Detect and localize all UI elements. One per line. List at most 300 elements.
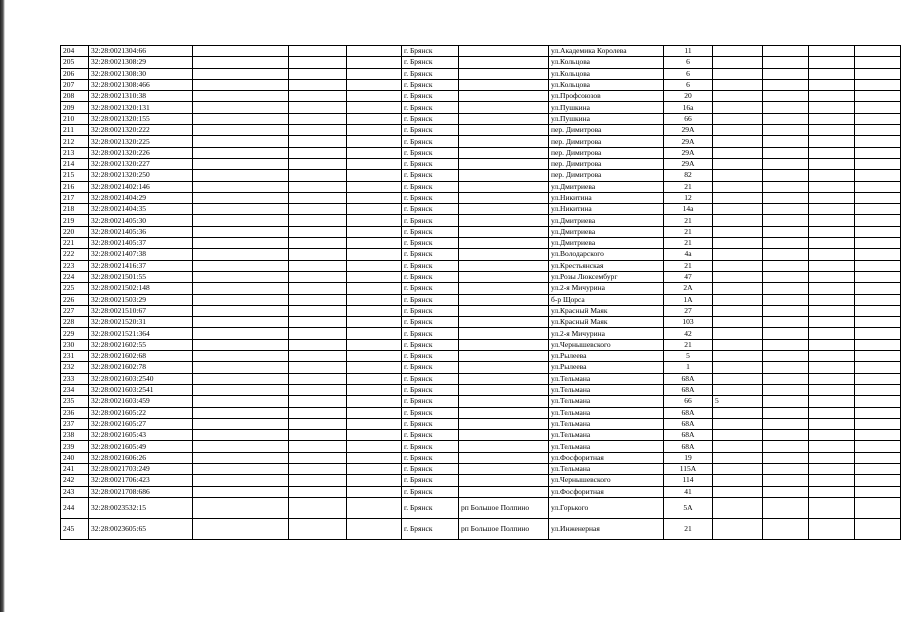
street-cell: ул.Володарского xyxy=(549,249,664,260)
column-11-cell xyxy=(763,125,809,136)
column-3-cell xyxy=(193,475,289,486)
settlement-cell xyxy=(459,158,549,169)
house-number-cell: 19 xyxy=(664,452,713,463)
column-12-cell xyxy=(809,91,855,102)
column-5-cell xyxy=(347,373,402,384)
row-number-cell: 221 xyxy=(61,238,89,249)
house-number-cell: 5А xyxy=(664,497,713,518)
column-13-cell xyxy=(855,384,901,395)
note-cell xyxy=(713,158,763,169)
row-number-cell: 224 xyxy=(61,271,89,282)
table-row xyxy=(61,463,901,474)
house-number-cell: 14а xyxy=(664,204,713,215)
cadastral-number-cell: 32:28:0021502:148 xyxy=(89,283,193,294)
column-4-cell xyxy=(289,192,347,203)
cadastral-number-cell: 32:28:0021521:364 xyxy=(89,328,193,339)
column-3-cell xyxy=(193,407,289,418)
column-4-cell xyxy=(289,113,347,124)
settlement-cell xyxy=(459,486,549,497)
column-4-cell xyxy=(289,46,347,57)
settlement-cell xyxy=(459,102,549,113)
table-row xyxy=(61,260,901,271)
settlement-cell xyxy=(459,91,549,102)
cadastral-number-cell: 32:28:0021706:423 xyxy=(89,475,193,486)
house-number-cell: 6 xyxy=(664,79,713,90)
column-11-cell xyxy=(763,215,809,226)
row-number-cell: 215 xyxy=(61,170,89,181)
note-cell xyxy=(713,125,763,136)
table-row xyxy=(61,147,901,158)
column-12-cell xyxy=(809,497,855,518)
note-cell: 5 xyxy=(713,396,763,407)
settlement-cell xyxy=(459,271,549,282)
column-11-cell xyxy=(763,396,809,407)
city-cell: г. Брянск xyxy=(402,362,459,373)
column-5-cell xyxy=(347,452,402,463)
column-4-cell xyxy=(289,260,347,271)
column-13-cell xyxy=(855,430,901,441)
street-cell: ул.Дмитриева xyxy=(549,215,664,226)
column-5-cell xyxy=(347,113,402,124)
row-number-cell: 214 xyxy=(61,158,89,169)
city-cell: г. Брянск xyxy=(402,441,459,452)
column-13-cell xyxy=(855,192,901,203)
note-cell xyxy=(713,136,763,147)
column-11-cell xyxy=(763,463,809,474)
column-11-cell xyxy=(763,475,809,486)
settlement-cell xyxy=(459,192,549,203)
column-13-cell xyxy=(855,181,901,192)
note-cell xyxy=(713,147,763,158)
city-cell: г. Брянск xyxy=(402,351,459,362)
city-cell: г. Брянск xyxy=(402,518,459,539)
house-number-cell: 68А xyxy=(664,441,713,452)
city-cell: г. Брянск xyxy=(402,396,459,407)
note-cell xyxy=(713,373,763,384)
column-3-cell xyxy=(193,452,289,463)
street-cell: ул.Тельмана xyxy=(549,396,664,407)
column-4-cell xyxy=(289,147,347,158)
house-number-cell: 21 xyxy=(664,260,713,271)
column-12-cell xyxy=(809,452,855,463)
cadastral-number-cell: 32:28:0021320:250 xyxy=(89,170,193,181)
city-cell: г. Брянск xyxy=(402,102,459,113)
cadastral-number-cell: 32:28:0021320:222 xyxy=(89,125,193,136)
settlement-cell xyxy=(459,328,549,339)
column-12-cell xyxy=(809,486,855,497)
column-13-cell xyxy=(855,407,901,418)
column-12-cell xyxy=(809,441,855,452)
column-11-cell xyxy=(763,113,809,124)
column-4-cell xyxy=(289,271,347,282)
settlement-cell xyxy=(459,441,549,452)
column-13-cell xyxy=(855,147,901,158)
row-number-cell: 226 xyxy=(61,294,89,305)
street-cell: ул.Тельмана xyxy=(549,430,664,441)
note-cell xyxy=(713,170,763,181)
cadastral-number-cell: 32:28:0021404:29 xyxy=(89,192,193,203)
column-4-cell xyxy=(289,170,347,181)
street-cell: ул.Чернышевского xyxy=(549,339,664,350)
street-cell: ул.Рылеева xyxy=(549,351,664,362)
table-row xyxy=(61,305,901,316)
column-5-cell xyxy=(347,328,402,339)
row-number-cell: 204 xyxy=(61,46,89,57)
column-5-cell xyxy=(347,463,402,474)
table-row xyxy=(61,46,901,57)
cadastral-number-cell: 32:28:0021708:686 xyxy=(89,486,193,497)
cadastral-number-cell: 32:28:0021602:68 xyxy=(89,351,193,362)
cadastral-number-cell: 32:28:0021603:2541 xyxy=(89,384,193,395)
column-13-cell xyxy=(855,362,901,373)
settlement-cell xyxy=(459,283,549,294)
settlement-cell xyxy=(459,68,549,79)
house-number-cell: 68А xyxy=(664,407,713,418)
column-12-cell xyxy=(809,351,855,362)
column-13-cell xyxy=(855,260,901,271)
column-11-cell xyxy=(763,238,809,249)
column-3-cell xyxy=(193,113,289,124)
note-cell xyxy=(713,317,763,328)
table-row xyxy=(61,79,901,90)
column-3-cell xyxy=(193,102,289,113)
city-cell: г. Брянск xyxy=(402,215,459,226)
house-number-cell: 68А xyxy=(664,384,713,395)
column-12-cell xyxy=(809,46,855,57)
table-body xyxy=(61,46,901,540)
table-row xyxy=(61,317,901,328)
cadastral-number-cell: 32:28:0021501:55 xyxy=(89,271,193,282)
column-13-cell xyxy=(855,238,901,249)
note-cell xyxy=(713,46,763,57)
street-cell: ул.Пушкина xyxy=(549,113,664,124)
column-5-cell xyxy=(347,147,402,158)
column-3-cell xyxy=(193,170,289,181)
column-4-cell xyxy=(289,125,347,136)
row-number-cell: 232 xyxy=(61,362,89,373)
cadastral-number-cell: 32:28:0021320:225 xyxy=(89,136,193,147)
column-5-cell xyxy=(347,79,402,90)
table-row xyxy=(61,430,901,441)
column-12-cell xyxy=(809,102,855,113)
house-number-cell: 27 xyxy=(664,305,713,316)
column-4-cell xyxy=(289,339,347,350)
city-cell: г. Брянск xyxy=(402,486,459,497)
column-5-cell xyxy=(347,46,402,57)
column-4-cell xyxy=(289,441,347,452)
table-row xyxy=(61,396,901,407)
column-12-cell xyxy=(809,362,855,373)
city-cell: г. Брянск xyxy=(402,226,459,237)
column-4-cell xyxy=(289,362,347,373)
city-cell: г. Брянск xyxy=(402,79,459,90)
settlement-cell xyxy=(459,215,549,226)
column-11-cell xyxy=(763,328,809,339)
row-number-cell: 220 xyxy=(61,226,89,237)
column-12-cell xyxy=(809,418,855,429)
city-cell: г. Брянск xyxy=(402,339,459,350)
column-4-cell xyxy=(289,238,347,249)
table-row xyxy=(61,271,901,282)
column-3-cell xyxy=(193,136,289,147)
city-cell: г. Брянск xyxy=(402,170,459,181)
row-number-cell: 228 xyxy=(61,317,89,328)
cadastral-number-cell: 32:28:0021405:30 xyxy=(89,215,193,226)
column-5-cell xyxy=(347,271,402,282)
row-number-cell: 225 xyxy=(61,283,89,294)
note-cell xyxy=(713,463,763,474)
column-11-cell xyxy=(763,192,809,203)
column-11-cell xyxy=(763,518,809,539)
table-row xyxy=(61,441,901,452)
column-13-cell xyxy=(855,158,901,169)
column-5-cell xyxy=(347,430,402,441)
settlement-cell xyxy=(459,396,549,407)
column-4-cell xyxy=(289,136,347,147)
column-3-cell xyxy=(193,305,289,316)
cadastral-number-cell: 32:28:0021503:29 xyxy=(89,294,193,305)
column-5-cell xyxy=(347,497,402,518)
note-cell xyxy=(713,418,763,429)
column-4-cell xyxy=(289,328,347,339)
column-3-cell xyxy=(193,497,289,518)
column-5-cell xyxy=(347,136,402,147)
column-12-cell xyxy=(809,192,855,203)
table-row xyxy=(61,136,901,147)
row-number-cell: 206 xyxy=(61,68,89,79)
column-3-cell xyxy=(193,91,289,102)
note-cell xyxy=(713,328,763,339)
street-cell: ул.Рылеева xyxy=(549,362,664,373)
column-3-cell xyxy=(193,147,289,158)
row-number-cell: 236 xyxy=(61,407,89,418)
column-13-cell xyxy=(855,136,901,147)
column-11-cell xyxy=(763,418,809,429)
note-cell xyxy=(713,283,763,294)
column-13-cell xyxy=(855,518,901,539)
column-11-cell xyxy=(763,452,809,463)
column-12-cell xyxy=(809,271,855,282)
settlement-cell xyxy=(459,260,549,271)
settlement-cell xyxy=(459,57,549,68)
row-number-cell: 205 xyxy=(61,57,89,68)
column-4-cell xyxy=(289,486,347,497)
column-12-cell xyxy=(809,147,855,158)
column-11-cell xyxy=(763,384,809,395)
row-number-cell: 227 xyxy=(61,305,89,316)
column-11-cell xyxy=(763,283,809,294)
column-5-cell xyxy=(347,339,402,350)
house-number-cell: 21 xyxy=(664,215,713,226)
note-cell xyxy=(713,102,763,113)
row-number-cell: 207 xyxy=(61,79,89,90)
cadastral-number-cell: 32:28:0021416:37 xyxy=(89,260,193,271)
city-cell: г. Брянск xyxy=(402,125,459,136)
cadastral-number-cell: 32:28:0021405:37 xyxy=(89,238,193,249)
column-5-cell xyxy=(347,192,402,203)
table-row xyxy=(61,407,901,418)
column-3-cell xyxy=(193,57,289,68)
column-3-cell xyxy=(193,328,289,339)
table-row xyxy=(61,238,901,249)
house-number-cell: 6 xyxy=(664,68,713,79)
column-12-cell xyxy=(809,226,855,237)
column-3-cell xyxy=(193,68,289,79)
column-4-cell xyxy=(289,249,347,260)
column-5-cell xyxy=(347,238,402,249)
house-number-cell: 68А xyxy=(664,373,713,384)
house-number-cell: 29А xyxy=(664,136,713,147)
street-cell: ул.Академика Королева xyxy=(549,46,664,57)
house-number-cell: 42 xyxy=(664,328,713,339)
column-11-cell xyxy=(763,441,809,452)
street-cell: ул.Пушкина xyxy=(549,102,664,113)
column-3-cell xyxy=(193,463,289,474)
house-number-cell: 41 xyxy=(664,486,713,497)
column-4-cell xyxy=(289,384,347,395)
column-13-cell xyxy=(855,339,901,350)
column-5-cell xyxy=(347,418,402,429)
street-cell: ул.Тельмана xyxy=(549,384,664,395)
city-cell: г. Брянск xyxy=(402,249,459,260)
row-number-cell: 243 xyxy=(61,486,89,497)
column-11-cell xyxy=(763,294,809,305)
house-number-cell: 68А xyxy=(664,430,713,441)
row-number-cell: 235 xyxy=(61,396,89,407)
row-number-cell: 216 xyxy=(61,181,89,192)
street-cell: пер. Димитрова xyxy=(549,125,664,136)
column-13-cell xyxy=(855,283,901,294)
column-11-cell xyxy=(763,136,809,147)
column-5-cell xyxy=(347,204,402,215)
note-cell xyxy=(713,57,763,68)
cadastral-number-cell: 32:28:0021603:459 xyxy=(89,396,193,407)
column-13-cell xyxy=(855,113,901,124)
settlement-cell xyxy=(459,249,549,260)
city-cell: г. Брянск xyxy=(402,497,459,518)
column-4-cell xyxy=(289,430,347,441)
column-13-cell xyxy=(855,215,901,226)
column-4-cell xyxy=(289,418,347,429)
column-5-cell xyxy=(347,351,402,362)
table-row xyxy=(61,452,901,463)
cadastral-number-cell: 32:28:0021510:67 xyxy=(89,305,193,316)
cadastral-number-cell: 32:28:0021605:43 xyxy=(89,430,193,441)
column-4-cell xyxy=(289,215,347,226)
column-13-cell xyxy=(855,102,901,113)
row-number-cell: 231 xyxy=(61,351,89,362)
column-11-cell xyxy=(763,79,809,90)
column-11-cell xyxy=(763,57,809,68)
column-4-cell xyxy=(289,396,347,407)
table-row xyxy=(61,486,901,497)
column-3-cell xyxy=(193,518,289,539)
note-cell xyxy=(713,226,763,237)
street-cell: ул.Розы Люксембург xyxy=(549,271,664,282)
column-11-cell xyxy=(763,351,809,362)
column-13-cell xyxy=(855,226,901,237)
column-13-cell xyxy=(855,271,901,282)
column-3-cell xyxy=(193,362,289,373)
column-13-cell xyxy=(855,46,901,57)
street-cell: ул.Дмитриева xyxy=(549,181,664,192)
table-row xyxy=(61,170,901,181)
note-cell xyxy=(713,430,763,441)
row-number-cell: 223 xyxy=(61,260,89,271)
table-row xyxy=(61,418,901,429)
column-3-cell xyxy=(193,384,289,395)
column-12-cell xyxy=(809,260,855,271)
note-cell xyxy=(713,351,763,362)
street-cell: ул.Чернышевского xyxy=(549,475,664,486)
table-row xyxy=(61,294,901,305)
column-3-cell xyxy=(193,46,289,57)
row-number-cell: 209 xyxy=(61,102,89,113)
column-12-cell xyxy=(809,204,855,215)
column-4-cell xyxy=(289,452,347,463)
settlement-cell xyxy=(459,294,549,305)
column-12-cell xyxy=(809,181,855,192)
column-12-cell xyxy=(809,475,855,486)
cadastral-number-cell: 32:28:0021320:131 xyxy=(89,102,193,113)
cadastral-number-cell: 32:28:0021404:35 xyxy=(89,204,193,215)
house-number-cell: 103 xyxy=(664,317,713,328)
column-12-cell xyxy=(809,283,855,294)
column-13-cell xyxy=(855,351,901,362)
note-cell xyxy=(713,475,763,486)
column-11-cell xyxy=(763,204,809,215)
column-3-cell xyxy=(193,181,289,192)
table-row xyxy=(61,215,901,226)
column-3-cell xyxy=(193,294,289,305)
settlement-cell xyxy=(459,305,549,316)
table-row xyxy=(61,249,901,260)
column-11-cell xyxy=(763,407,809,418)
property-registry-table xyxy=(60,45,901,540)
row-number-cell: 213 xyxy=(61,147,89,158)
table-row xyxy=(61,57,901,68)
column-4-cell xyxy=(289,317,347,328)
cadastral-number-cell: 32:28:0023605:65 xyxy=(89,518,193,539)
column-12-cell xyxy=(809,136,855,147)
column-11-cell xyxy=(763,68,809,79)
row-number-cell: 222 xyxy=(61,249,89,260)
settlement-cell xyxy=(459,407,549,418)
column-3-cell xyxy=(193,215,289,226)
row-number-cell: 242 xyxy=(61,475,89,486)
column-5-cell xyxy=(347,170,402,181)
column-13-cell xyxy=(855,125,901,136)
settlement-cell: рп Большое Полпино xyxy=(459,518,549,539)
column-12-cell xyxy=(809,430,855,441)
city-cell: г. Брянск xyxy=(402,475,459,486)
street-cell: ул.Инженерная xyxy=(549,518,664,539)
column-3-cell xyxy=(193,125,289,136)
column-4-cell xyxy=(289,351,347,362)
column-3-cell xyxy=(193,260,289,271)
city-cell: г. Брянск xyxy=(402,305,459,316)
table-row xyxy=(61,328,901,339)
column-12-cell xyxy=(809,396,855,407)
column-11-cell xyxy=(763,102,809,113)
street-cell: ул.Кольцова xyxy=(549,68,664,79)
city-cell: г. Брянск xyxy=(402,418,459,429)
house-number-cell: 29А xyxy=(664,147,713,158)
table-row xyxy=(61,91,901,102)
table-row xyxy=(61,204,901,215)
column-4-cell xyxy=(289,158,347,169)
city-cell: г. Брянск xyxy=(402,147,459,158)
